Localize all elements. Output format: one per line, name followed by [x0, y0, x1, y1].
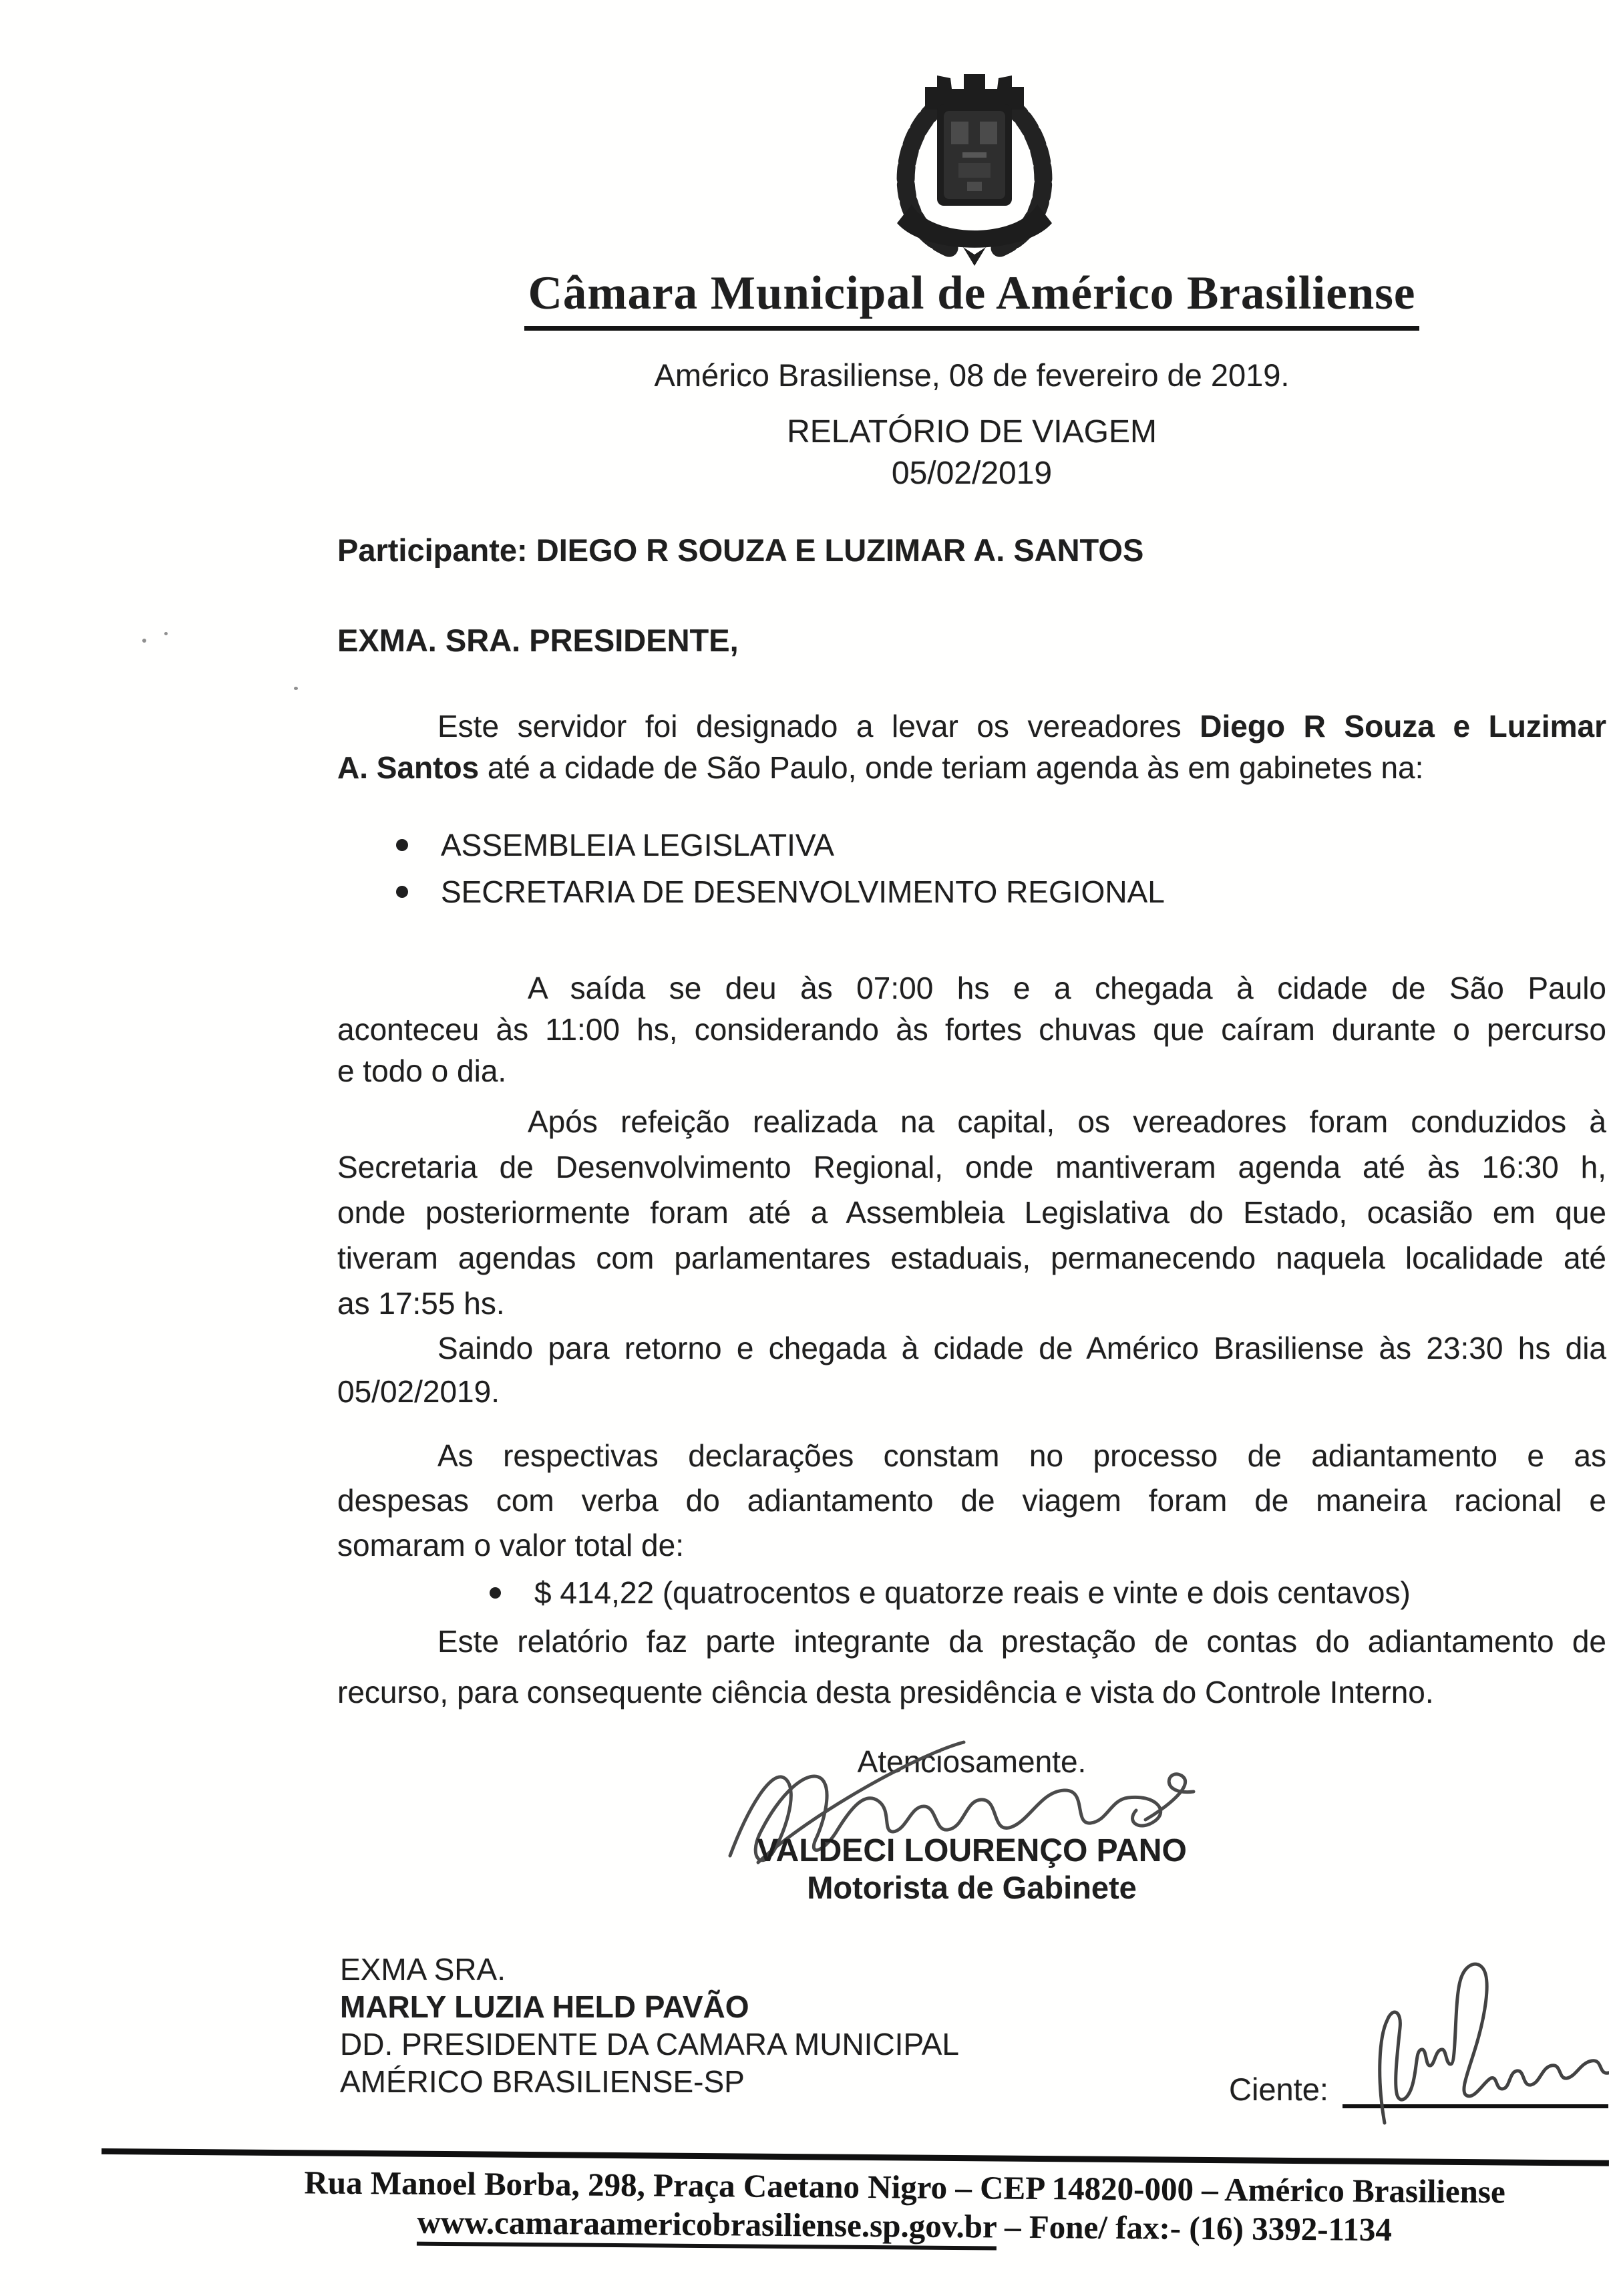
report-date: 05/02/2019 — [891, 456, 1053, 491]
list-item: SECRETARIA DE DESENVOLVIMENTO REGIONAL — [337, 868, 1606, 915]
text-line: somaram o valor total de: — [337, 1528, 685, 1563]
dateline: Américo Brasiliense, 08 de fevereiro de 2019. — [654, 357, 1290, 393]
text-line: as 17:55 hs. — [337, 1286, 505, 1321]
text-line: 05/02/2019. — [337, 1374, 500, 1409]
scan-artifact — [142, 639, 146, 643]
text-line: despesas com verba do adiantamento de viagem foram de maneira racional e — [337, 1483, 1606, 1518]
signer-name: VALDECI LOURENÇO PANO — [757, 1833, 1187, 1868]
scan-artifact — [164, 632, 168, 635]
text-run-bold: Diego R Souza e Luzimar — [1200, 709, 1607, 744]
footer-address: Rua Manoel Borba, 298, Praça Caetano Nigro – CEP 14820-000 – Américo Brasiliense — [304, 2164, 1505, 2210]
addressee-line: DD. PRESIDENTE DA CAMARA MUNICIPAL — [340, 2027, 959, 2062]
org-name: Câmara Municipal de Américo Brasiliense — [524, 267, 1420, 331]
footer-phone: – Fone/ fax:- (16) 3392-1134 — [996, 2208, 1393, 2249]
text-line: Este relatório faz parte integrante da prestação de contas do adiantamento de — [437, 1624, 1606, 1659]
paragraph-departure — [337, 967, 1606, 1092]
addressee-line: AMÉRICO BRASILIENSE-SP — [340, 2064, 745, 2099]
text-line: As respectivas declarações constam no processo de adiantamento e as — [437, 1438, 1606, 1473]
paragraph-return — [337, 1327, 1606, 1414]
addressee-block — [340, 1951, 959, 2100]
report-title: RELATÓRIO DE VIAGEM — [787, 414, 1157, 450]
paragraph-closing — [337, 1616, 1606, 1717]
paragraph-assignment — [337, 705, 1606, 788]
letterhead-title — [337, 267, 1606, 331]
valediction: Atenciosamente. — [857, 1744, 1087, 1779]
list-item: $ 414,22 (quatrocentos e quatorze reais e vinte e dois centavos) — [337, 1571, 1606, 1614]
text-line: e todo o dia. — [337, 1053, 507, 1088]
ciente-label: Ciente: — [1229, 2072, 1328, 2107]
participant-line — [337, 532, 1606, 568]
scan-artifact — [294, 687, 298, 690]
participant-label: Participante: — [337, 532, 528, 568]
text-line: tiveram agendas com parlamentares estaduais, permanecendo naquela localidade até — [337, 1241, 1606, 1275]
text-line: Após refeição realizada na capital, os vereadores foram conduzidos à — [528, 1104, 1606, 1139]
text-line: A saída se deu às 07:00 hs e a chegada à cidade de São Paulo — [528, 971, 1606, 1005]
text-line: recurso, para consequente ciência desta presidência e vista do Controle Interno. — [337, 1675, 1434, 1709]
text-line: Saindo para retorno e chegada à cidade de Américo Brasiliense às 23:30 hs dia — [437, 1331, 1606, 1365]
signer-role: Motorista de Gabinete — [807, 1870, 1137, 1905]
participant-names: DIEGO R SOUZA E LUZIMAR A. SANTOS — [536, 532, 1144, 568]
addressee-line: EXMA SRA. — [340, 1952, 506, 1987]
signature-ciente-icon — [1366, 1957, 1609, 2131]
salutation: EXMA. SRA. PRESIDENTE, — [337, 623, 739, 658]
text-line: Secretaria de Desenvolvimento Regional, onde mantiveram agenda até às 16:30 h, — [337, 1150, 1606, 1184]
text-line: aconteceu às 11:00 hs, considerando às fortes chuvas que caíram durante o percurso — [337, 1012, 1606, 1047]
paragraph-agenda — [337, 1099, 1606, 1326]
text-run-bold: A. Santos — [337, 750, 480, 785]
text-run: Este servidor foi designado a levar os vereadores — [437, 709, 1200, 744]
expense-total-list — [337, 1571, 1606, 1614]
footer-website-link[interactable]: www.camaraamericobrasiliense.sp.gov.br — [417, 2204, 997, 2251]
text-line — [337, 705, 1606, 747]
municipal-coat-of-arms-icon — [884, 67, 1065, 266]
paragraph-expenses — [337, 1434, 1606, 1568]
addressee-name: MARLY LUZIA HELD PAVÃO — [340, 1989, 749, 2024]
text-line: onde posteriormente foram até a Assembleia Legislativa do Estado, ocasião em que — [337, 1195, 1606, 1230]
list-item: ASSEMBLEIA LEGISLATIVA — [337, 822, 1606, 868]
visited-offices-list — [337, 822, 1606, 915]
text-line — [337, 747, 1606, 788]
text-run: até a cidade de São Paulo, onde teriam agenda às em gabinetes na: — [479, 750, 1424, 785]
